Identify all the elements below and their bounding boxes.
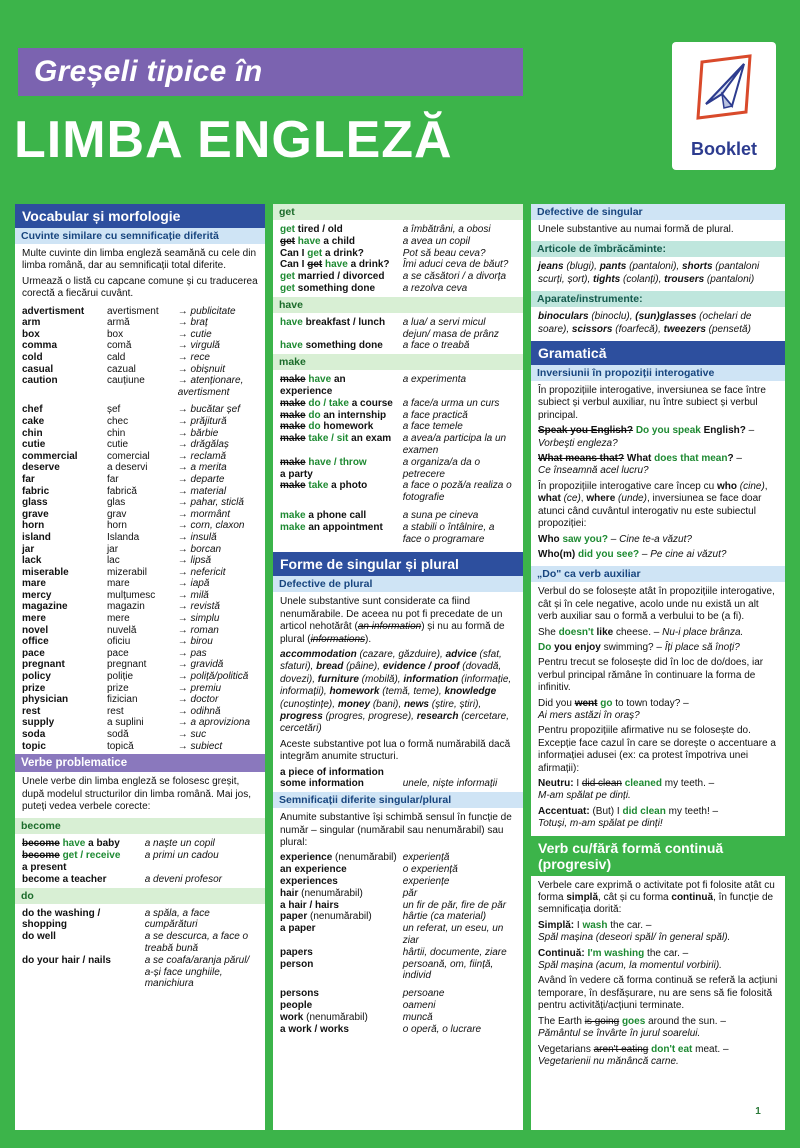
countable-note: Aceste substantive pot lua o formă numărabilă dacă integrăm anumite structuri. xyxy=(280,738,511,763)
table-row: papers hârtii, documente, ziare xyxy=(280,946,507,958)
table-row: chin chin → bărbie xyxy=(22,427,219,439)
table-row: pregnant pregnant → gravidă xyxy=(22,659,224,671)
sing-plural-table xyxy=(280,852,516,1035)
column-2 xyxy=(273,204,523,1130)
become-table xyxy=(22,838,258,885)
table-row: have something done a face o treabă xyxy=(280,340,470,352)
subsection-inversiune: Inversiunii în propoziții interogative xyxy=(531,365,785,381)
verb-do-body xyxy=(15,904,265,993)
page-title: LIMBA ENGLEZĂ xyxy=(14,111,453,169)
table-row: box box → cutie xyxy=(22,328,212,340)
column-3 xyxy=(531,204,785,1130)
section-gramatica: Gramatică xyxy=(531,341,785,365)
do-auxiliar-note: Verbul do se folosește atât în propozițiile interogative, cât și în cele negative, acolo unde nu există un alt verb auxiliar sau o formă a verbului to be (a fi). xyxy=(538,586,775,623)
table-row: make have / throw a party a organiza/a da o petrecere xyxy=(280,456,480,480)
table-row: get married / divorced a se căsători / a divorța xyxy=(280,271,507,283)
table-row: some information unele, niște informații xyxy=(280,778,498,790)
table-row: have breakfast / lunch a lua/ a servi micul dejun/ masa de prânz xyxy=(280,316,499,340)
table-row: glass glas → pahar, sticlă xyxy=(22,497,244,509)
table-row: cake chec → prăjitură xyxy=(22,415,227,427)
do-auxiliar-body: Verbul do se folosește atât în propozițiile interogative, cât și în cele negative, acolo unde nu există un alt verb auxiliar sau o formă a verbului to be (a fi). She doesn't like cheese. – Nu-i place brânza. Do you enjoy swimming? – Îți place să înoți? Pentru trecut se folosește did în loc de do/does, iar verbul principal rămâne în continuare la forma de infinitiv. Did you went go to town today? – Ai mers astăzi în oraș? Pentru propozițiile afirmative nu se folosește do. Excepție face cazul în care se dorește o accentuare a informației adusei (ex: ca protest împotriva unei afirmații): Neutru: I did clean cleaned my teeth. – M-am spălat pe dinți. Accentuat: (But) I did clean my teeth! – Totuși, m-am spălat pe dinți! xyxy=(531,582,785,835)
table-row: persons persoane xyxy=(280,988,445,1000)
word-list-a-wrap xyxy=(15,306,265,755)
subsection-defective-singular: Defective de singular xyxy=(531,204,785,220)
table-row: supply a suplini → a aproviziona xyxy=(22,717,251,729)
table-row: cold cald → rece xyxy=(22,352,210,363)
table-row: pace pace → pas xyxy=(22,647,207,659)
table-row: commercial comercial → reclamă xyxy=(22,450,227,462)
section-forme-singular-plural: Forme de singular și plural xyxy=(273,552,523,576)
table-row: rest rest → odihnă xyxy=(22,705,221,717)
table-row: get tired / old a îmbătrâni, a obosi xyxy=(280,224,491,235)
verb-have-body xyxy=(273,313,523,354)
table-row: soda sodă → suc xyxy=(22,729,207,740)
table-row: become a teacher a deveni profesor xyxy=(22,873,222,885)
col1-intro xyxy=(15,244,265,306)
paper-plane-icon xyxy=(672,42,776,142)
table-row: island Islanda → insulă xyxy=(22,531,217,543)
table-row: deserve a deservi → a merita xyxy=(22,462,227,474)
subsection-defective-plural: Defective de plural xyxy=(273,576,523,592)
table-row: Can I get a drink? Pot să beau ceva? xyxy=(280,247,486,259)
table-row: jar jar → borcan xyxy=(22,543,222,555)
verb-get-body xyxy=(273,220,523,297)
col1-verb-intro xyxy=(15,772,265,818)
table-row: mere mere → simplu xyxy=(22,613,220,625)
have-table xyxy=(280,317,516,352)
make-table xyxy=(280,374,516,545)
col1-intro-3: Unele verbe din limba engleză se folosesc greșit, după modelul structurilor din limba română. Mai jos, puteți vedea verbele corecte: xyxy=(22,776,251,812)
defective-plural-body: Unele substantive sunt considerate ca fiind nenumărabile. De aceea nu pot fi precedate de un articol nehotărât (an information) și nu au formă de plural (informations). accommodation (cazare, găzduire), advice (sfat, sfaturi), bread (pâine), evidence / proof (dovadă, dovezi), furniture (mobilă), information (informație, informații), homework (temă, teme), knowledge (cunoștințe), money (bani), news (știre, știri), progress (progres, progrese), research (cercetare, cercetări) Aceste substantive pot lua o formă numărabilă dacă integrăm anumite structuri. a piece of information some information unele, niște informații xyxy=(273,592,523,792)
get-table xyxy=(280,224,516,295)
word-list-a xyxy=(22,306,258,753)
col1-intro-1: Multe cuvinte din limba engleză seamănă cu cele din limba română, dar au semnificații total diferite. xyxy=(22,248,257,272)
table-row: get have a child a avea un copil xyxy=(280,235,470,247)
table-row: policy poliție → poliță/politică xyxy=(22,671,249,683)
forma-continua-body: Verbele care exprimă o activitate pot fi folosite atât cu forma simplă, cât și cu forma continuă, în funcție de semnificația dorită: Simplă: I wash the car. – Spăl mașina (deseori spăl/ în general spăl). Continuă: I'm washing the car. – Spăl mașina (acum, la momentul vorbirii). Având în vedere că forma continuă se referă la acțiuni temporare, în desfășurare, nu are sens să fie folosită pentru activități/acțiuni terminate. The Earth is going goes around the sun. – Pământul se învârte în jurul soarelui. Vegetarians aren't eating don't eat meat. – Vegetarienii nu mănâncă carne. xyxy=(538,879,778,1067)
verb-make-heading: make xyxy=(273,354,523,370)
logo-wordmark: Booklet xyxy=(690,139,757,159)
table-row: an experience o experiență xyxy=(280,864,458,876)
table-row: become get / receive a present a primi un cadou xyxy=(22,850,219,873)
table-row: do your hair / nails a se coafa/aranja părul/ a-și face unghiile, manichiura xyxy=(22,954,250,990)
table-row: get something done a rezolva ceva xyxy=(280,282,468,294)
subsection-verbe-problematice: Verbe problematice xyxy=(15,754,265,772)
table-row: casual cazual → obișnuit xyxy=(22,363,225,375)
table-row: topic topică → subiect xyxy=(22,740,223,752)
table-row: fabric fabrică → material xyxy=(22,485,227,497)
do-emphasis-note: Pentru propozițiile afirmative nu se folosește do. Excepție face cazul în care se dorește o accentuare a informației adusei (ex: ca protest împotriva unei afirmații): xyxy=(538,725,776,774)
table-row: advertisment avertisment → publicitate xyxy=(22,305,236,317)
page-header xyxy=(0,0,800,190)
table-row: horn horn → corn, claxon xyxy=(22,520,245,532)
clothing-list: jeans (blugi), pants (pantaloni), shorts (pantaloni scurți, șort), tights (colanți), trousers (pantaloni) xyxy=(538,261,760,285)
table-row: chef șef → bucătar șef xyxy=(22,404,241,416)
table-row: do well a se descurca, a face o treabă bună xyxy=(22,931,249,954)
table-row: caution cauțiune → atenționare, avertisment xyxy=(22,375,244,398)
title-band-text: Greșeli tipice în xyxy=(34,55,263,88)
table-row: work (nenumărabil) muncă xyxy=(280,1011,433,1023)
section-verb-forma-continua: Verb cu/fără formă continuă (progresiv) xyxy=(531,836,785,876)
table-row: paper (nenumărabil) hârtie (ca material) xyxy=(280,911,487,923)
table-row: make a phone call a suna pe cineva xyxy=(280,509,479,521)
table-row: make do an internship a face practică xyxy=(280,409,468,421)
instruments-list: binoculars (binoclu), (sun)glasses (ochelari de soare), scissors (foarfecă), tweezers (pensetă) xyxy=(538,311,752,335)
verb-make-body xyxy=(273,370,523,547)
table-row: a work / works o operă, o lucrare xyxy=(280,1023,482,1035)
table-row: make do / take a course a face/a urma un curs xyxy=(280,397,500,409)
page-number: 1 xyxy=(749,1104,767,1120)
table-row: experiences experiențe xyxy=(280,876,450,888)
table-row: make do homework a face temele xyxy=(280,421,463,433)
table-row: comma comă → virgulă xyxy=(22,340,220,352)
column-1 xyxy=(15,204,265,1130)
table-row: a hair / hairs un fir de păr, fire de păr xyxy=(280,899,507,911)
sing-plural-body xyxy=(273,808,523,1037)
table-row: become have a baby a naște un copil xyxy=(22,838,215,850)
inversiune-body: În propozițiile interogative, inversiunea se face între subiect și verbul auxiliar, nu între subiect și verbul principal. Speak you English? Do you speak English? – Vorbeşti engleza? What means that? What does that mean? – Ce înseamnă acel lucru? În propozițiile interogative care încep cu who (cine), what (ce), where (unde), inversiunea se face doar atunci când cuvântul interogativ nu este subiectul propoziției: Who saw you? – Cine te-a văzut? Who(m) did you see? – Pe cine ai văzut? xyxy=(531,381,785,566)
logo-box xyxy=(672,42,776,170)
countable-table xyxy=(280,767,516,791)
table-row: make take / sit an exam a avea/a participa la un examen xyxy=(280,433,507,456)
table-row: office oficiu → birou xyxy=(22,636,213,648)
table-row: make have an experience a experimenta xyxy=(280,374,467,397)
do-table xyxy=(22,908,258,991)
table-row: cutie cutie → drăgălaș xyxy=(22,439,229,451)
table-row: a piece of information xyxy=(280,766,384,778)
table-row: prize prize → premiu xyxy=(22,682,222,694)
table-row: mercy mulțumesc → milă xyxy=(22,589,209,601)
verb-have-heading: have xyxy=(273,297,523,313)
table-row: person persoană, om, ființă, individ xyxy=(280,958,494,982)
section-vocabular: Vocabular și morfologie xyxy=(15,204,265,228)
subsection-cuvinte-similare: Cuvinte similare cu semnificație diferită xyxy=(15,228,265,244)
forma-continua-note: Având în vedere că forma continuă se referă la acțiuni temporare, în desfășurare, nu are sens să fie folosită pentru activități/acțiuni terminate. xyxy=(538,975,778,1012)
verb-become-heading: become xyxy=(15,818,265,834)
subsection-semnificatii-diferite: Semnificații diferite singular/plural xyxy=(273,792,523,808)
table-row: magazine magazin → revistă xyxy=(22,601,220,613)
table-row: people oameni xyxy=(280,999,436,1011)
table-row: hair (nenumărabil) păr xyxy=(280,887,418,899)
defective-singular-note: Unele substantive au numai formă de plural. xyxy=(538,224,734,235)
subsection-articole-imbracaminte: Articole de îmbrăcăminte: xyxy=(531,241,785,257)
verb-become-body xyxy=(15,834,265,887)
col1-intro-2: Urmează o listă cu capcane comune și cu traducerea corectă a fiecărui cuvânt. xyxy=(22,275,258,300)
table-row: physician fizician → doctor xyxy=(22,694,219,706)
title-band xyxy=(18,48,523,96)
verb-get-heading: get xyxy=(273,204,523,220)
do-past-note: Pentru trecut se folosește did în loc de do/does, iar verbul principal rămâne în continuare la forma de infinitiv. xyxy=(538,657,764,694)
noncount-list: accommodation (cazare, găzduire), advice (sfat, sfaturi), bread (pâine), evidence / proof (dovadă, dovezi), furniture (mobilă), information (informație, informații), homework (temă, teme), knowledge (cunoștințe), money (bani), news (știre, știri), progress (progres, progrese), research (cercetare, cercetări) xyxy=(280,648,512,735)
table-row: grave grav → mormânt xyxy=(22,508,230,520)
table-row: do the washing / shopping a spăla, a face cumpărături xyxy=(22,907,210,931)
table-row: mare mare → iapă xyxy=(22,578,210,590)
table-row: miserable mizerabil → nefericit xyxy=(22,566,226,578)
defective-singular-body xyxy=(531,220,785,241)
subsection-aparate-instrumente: Aparate/instrumente: xyxy=(531,291,785,307)
table-row: a paper un referat, un eseu, un ziar xyxy=(280,923,504,946)
table-row: Can I get have a drink? Îmi aduci ceva de băut? xyxy=(280,259,509,271)
table-row: lack lac → lipsă xyxy=(22,555,212,567)
inversiune-note: În propozițiile interogative, inversiunea se face între subiect și verbul auxiliar, nu între subiect și verbul principal. xyxy=(538,385,766,421)
sing-plural-note: Anumite substantive își schimbă sensul în funcție de număr – singular (numărabil sau nenumărabil) sau plural: xyxy=(280,812,512,849)
table-row: far far → departe xyxy=(22,473,225,485)
subsection-do-auxiliar: „Do" ca verb auxiliar xyxy=(531,566,785,582)
table-row: novel nuvelă → roman xyxy=(22,624,219,636)
verb-do-heading: do xyxy=(15,888,265,904)
table-row: make an appointment a stabili o întâlnire, a face o programare xyxy=(280,521,495,545)
table-row: make take a photo a face o poză/a realiza o fotografie xyxy=(280,480,512,504)
table-row: arm armă → braț xyxy=(22,317,208,329)
table-row: experience (nenumărabil) experiență xyxy=(280,852,450,864)
